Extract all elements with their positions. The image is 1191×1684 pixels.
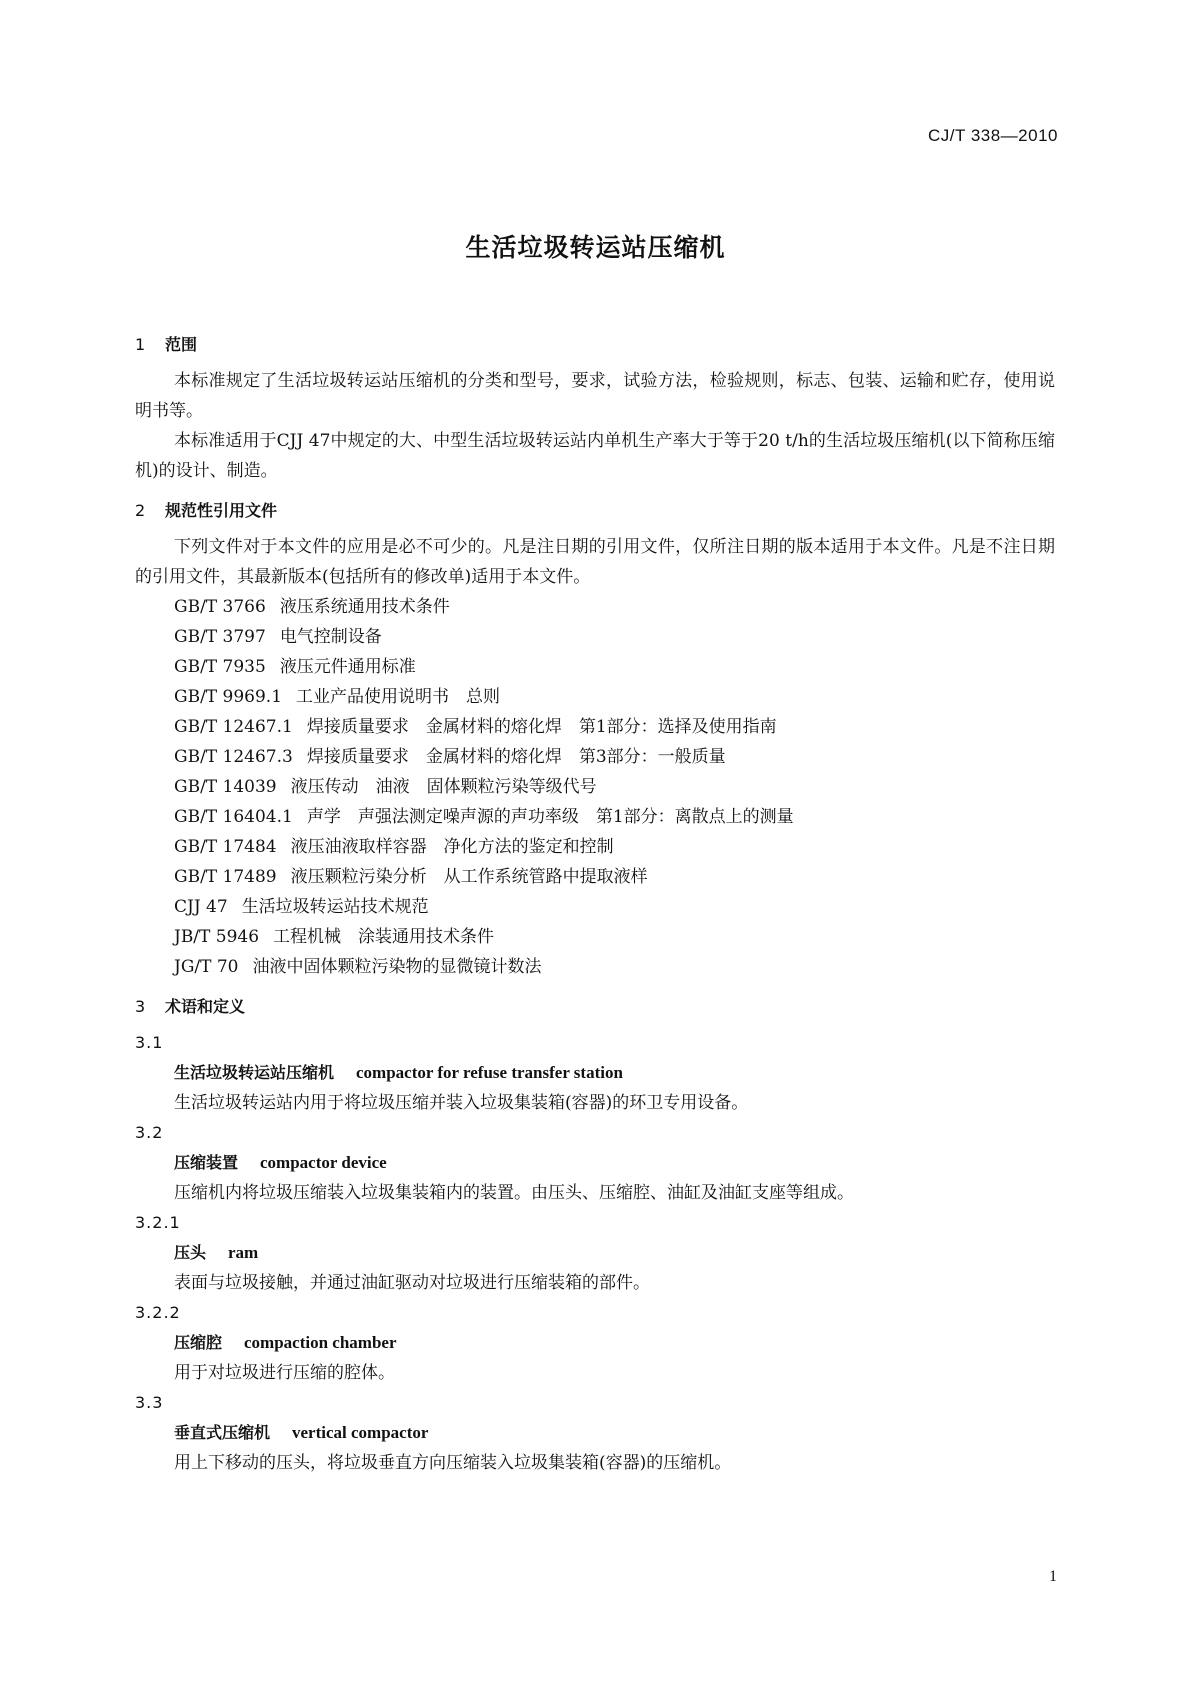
reference-name: 焊接质量要求 金属材料的熔化焊 第3部分：一般质量: [306, 747, 726, 767]
term-definition: 压缩机内将垃圾压缩装入垃圾集装箱内的装置。由压头、压缩腔、油缸及油缸支座等组成。: [174, 1183, 854, 1203]
document-title: 生活垃圾转运站压缩机: [465, 233, 726, 262]
reference-item: [174, 772, 1055, 802]
clause-number: 3.1: [135, 1033, 164, 1052]
reference-item: [174, 922, 1055, 952]
term-entry: [135, 1118, 1055, 1208]
reference-item: [174, 682, 1055, 712]
term-chinese: 生活垃圾转运站压缩机: [174, 1063, 335, 1082]
reference-name: 油液中固体颗粒污染物的显微镜计数法: [252, 957, 542, 977]
reference-code: GB/T 3797: [174, 627, 266, 647]
term-definition: 生活垃圾转运站内用于将垃圾压缩并装入垃圾集装箱(容器)的环卫专用设备。: [174, 1093, 749, 1113]
term-entry: [135, 1208, 1055, 1298]
term-definition: 用上下移动的压头，将垃圾垂直方向压缩装入垃圾集装箱(容器)的压缩机。: [174, 1453, 732, 1473]
term-english: compaction chamber: [244, 1333, 397, 1352]
reference-item: [174, 952, 1055, 982]
clause-number: 3.2.2: [135, 1303, 181, 1322]
term-entry: [135, 1028, 1055, 1118]
reference-code: GB/T 16404.1: [174, 807, 293, 827]
term-heading: [135, 1148, 1055, 1178]
reference-code: JG/T 70: [174, 957, 239, 977]
section-number: 1: [135, 335, 146, 354]
standard-code: CJ/T 338—2010: [928, 126, 1058, 145]
scope-paragraph: 本标准规定了生活垃圾转运站压缩机的分类和型号，要求，试验方法，检验规则，标志、包装、运输和贮存，使用说明书等。: [135, 371, 1055, 421]
reference-list: [135, 592, 1055, 982]
reference-name: 焊接质量要求 金属材料的熔化焊 第1部分：选择及使用指南: [306, 717, 777, 737]
section-1-heading: [135, 330, 1055, 360]
reference-item: [174, 712, 1055, 742]
section-title: 术语和定义: [165, 997, 246, 1016]
term-entry: [135, 1388, 1055, 1478]
reference-code: GB/T 9969.1: [174, 687, 283, 707]
reference-item: [174, 592, 1055, 622]
term-heading: [135, 1238, 1055, 1268]
reference-code: GB/T 12467.3: [174, 747, 293, 767]
section-number: 2: [135, 501, 146, 520]
term-definition: 表面与垃圾接触，并通过油缸驱动对垃圾进行压缩装箱的部件。: [174, 1273, 650, 1293]
reference-code: CJJ 47: [174, 897, 228, 917]
reference-name: 液压系统通用技术条件: [279, 597, 450, 617]
reference-item: [174, 832, 1055, 862]
reference-code: GB/T 17489: [174, 867, 277, 887]
term-english: compactor for refuse transfer station: [356, 1063, 623, 1082]
term-chinese: 压缩腔: [174, 1333, 223, 1352]
reference-name: 液压传动 油液 固体颗粒污染等级代号: [290, 777, 597, 797]
term-heading: [135, 1418, 1055, 1448]
term-heading: [135, 1328, 1055, 1358]
term-definition: 用于对垃圾进行压缩的腔体。: [174, 1363, 395, 1383]
reference-name: 生活垃圾转运站技术规范: [241, 897, 429, 917]
scope-paragraph: 本标准适用于CJJ 47中规定的大、中型生活垃圾转运站内单机生产率大于等于20 t/h的生活垃圾压缩机(以下简称压缩机)的设计、制造。: [135, 431, 1055, 481]
term-heading: [135, 1058, 1055, 1088]
reference-item: [174, 622, 1055, 652]
reference-code: JB/T 5946: [174, 927, 260, 947]
reference-name: 液压颗粒污染分析 从工作系统管路中提取液样: [290, 867, 648, 887]
term-chinese: 垂直式压缩机: [174, 1423, 271, 1442]
term-english: compactor device: [260, 1153, 387, 1172]
reference-name: 液压元件通用标准: [279, 657, 416, 677]
reference-code: GB/T 7935: [174, 657, 266, 677]
reference-item: [174, 862, 1055, 892]
reference-code: GB/T 17484: [174, 837, 277, 857]
reference-item: [174, 892, 1055, 922]
document-body: [135, 330, 1055, 1478]
term-chinese: 压缩装置: [174, 1153, 239, 1172]
reference-name: 声学 声强法测定噪声源的声功率级 第1部分：离散点上的测量: [306, 807, 794, 827]
references-intro: 下列文件对于本文件的应用是必不可少的。凡是注日期的引用文件，仅所注日期的版本适用于本文件。凡是不注日期的引用文件，其最新版本(包括所有的修改单)适用于本文件。: [135, 537, 1055, 587]
reference-name: 液压油液取样容器 净化方法的鉴定和控制: [290, 837, 614, 857]
reference-code: GB/T 3766: [174, 597, 266, 617]
term-entry: [135, 1298, 1055, 1388]
section-number: 3: [135, 997, 146, 1016]
reference-item: [174, 652, 1055, 682]
page-number: 1: [1049, 1568, 1057, 1585]
reference-item: [174, 802, 1055, 832]
term-english: vertical compactor: [292, 1423, 429, 1442]
reference-name: 电气控制设备: [279, 627, 382, 647]
term-chinese: 压头: [174, 1243, 207, 1262]
clause-number: 3.3: [135, 1393, 164, 1412]
section-3-heading: [135, 992, 1055, 1022]
reference-name: 工业产品使用说明书 总则: [296, 687, 501, 707]
reference-code: GB/T 12467.1: [174, 717, 293, 737]
section-2-heading: [135, 496, 1055, 526]
reference-code: GB/T 14039: [174, 777, 277, 797]
clause-number: 3.2: [135, 1123, 164, 1142]
clause-number: 3.2.1: [135, 1213, 181, 1232]
term-english: ram: [228, 1243, 259, 1262]
reference-item: [174, 742, 1055, 772]
section-title: 规范性引用文件: [165, 501, 278, 520]
section-title: 范围: [165, 335, 198, 354]
reference-name: 工程机械 涂装通用技术条件: [273, 927, 495, 947]
